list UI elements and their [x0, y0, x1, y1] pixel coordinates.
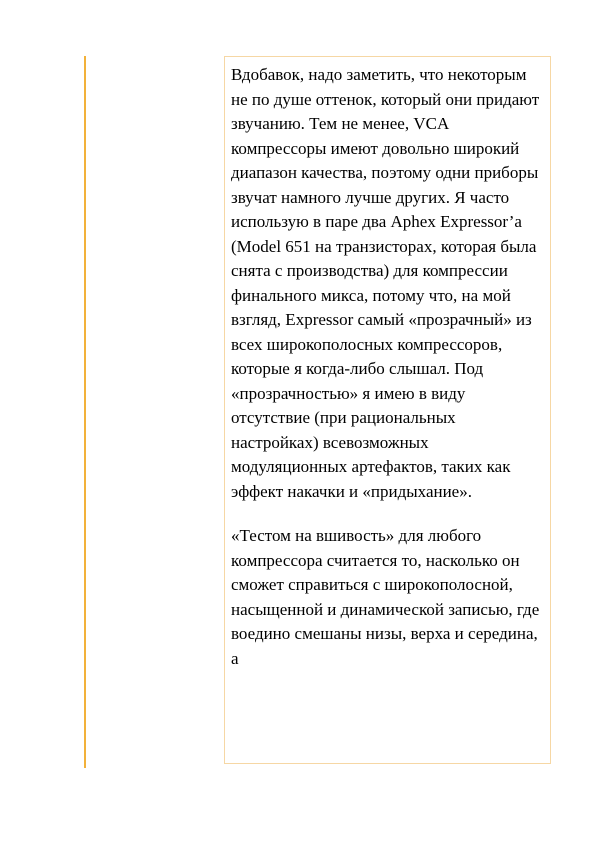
paragraph-2: «Тестом на вшивость» для любого компрессора считается то, насколько он сможет справиться с широкополосной, насыщенной и динамической записью, где воедино смешаны низы, верха и середина, а [231, 526, 540, 668]
paragraph-1: Вдобавок, надо заметить, что некоторым не по душе оттенок, который они придают звучанию. Тем не менее, VCA компрессоры имеют довольно широкий диапазон качества, поэтому одни приборы звучат намного лучше других. Я часто использую в паре два Aphex Expressor’a (Model 651 на транзисторах, которая была снята с производства) для компрессии финального микса, потому что, на мой взгляд, Expressor самый «прозрачный» из всех широкополосных компрессоров, которые я когда-либо слышал. Под «прозрачностью» я имею в виду отсутствие (при рациональных настройках) всевозможных модуляционных артефактов, таких как эффект накачки и «придыхание». [231, 65, 540, 501]
margin-rule [84, 56, 86, 768]
text-frame [224, 56, 551, 764]
